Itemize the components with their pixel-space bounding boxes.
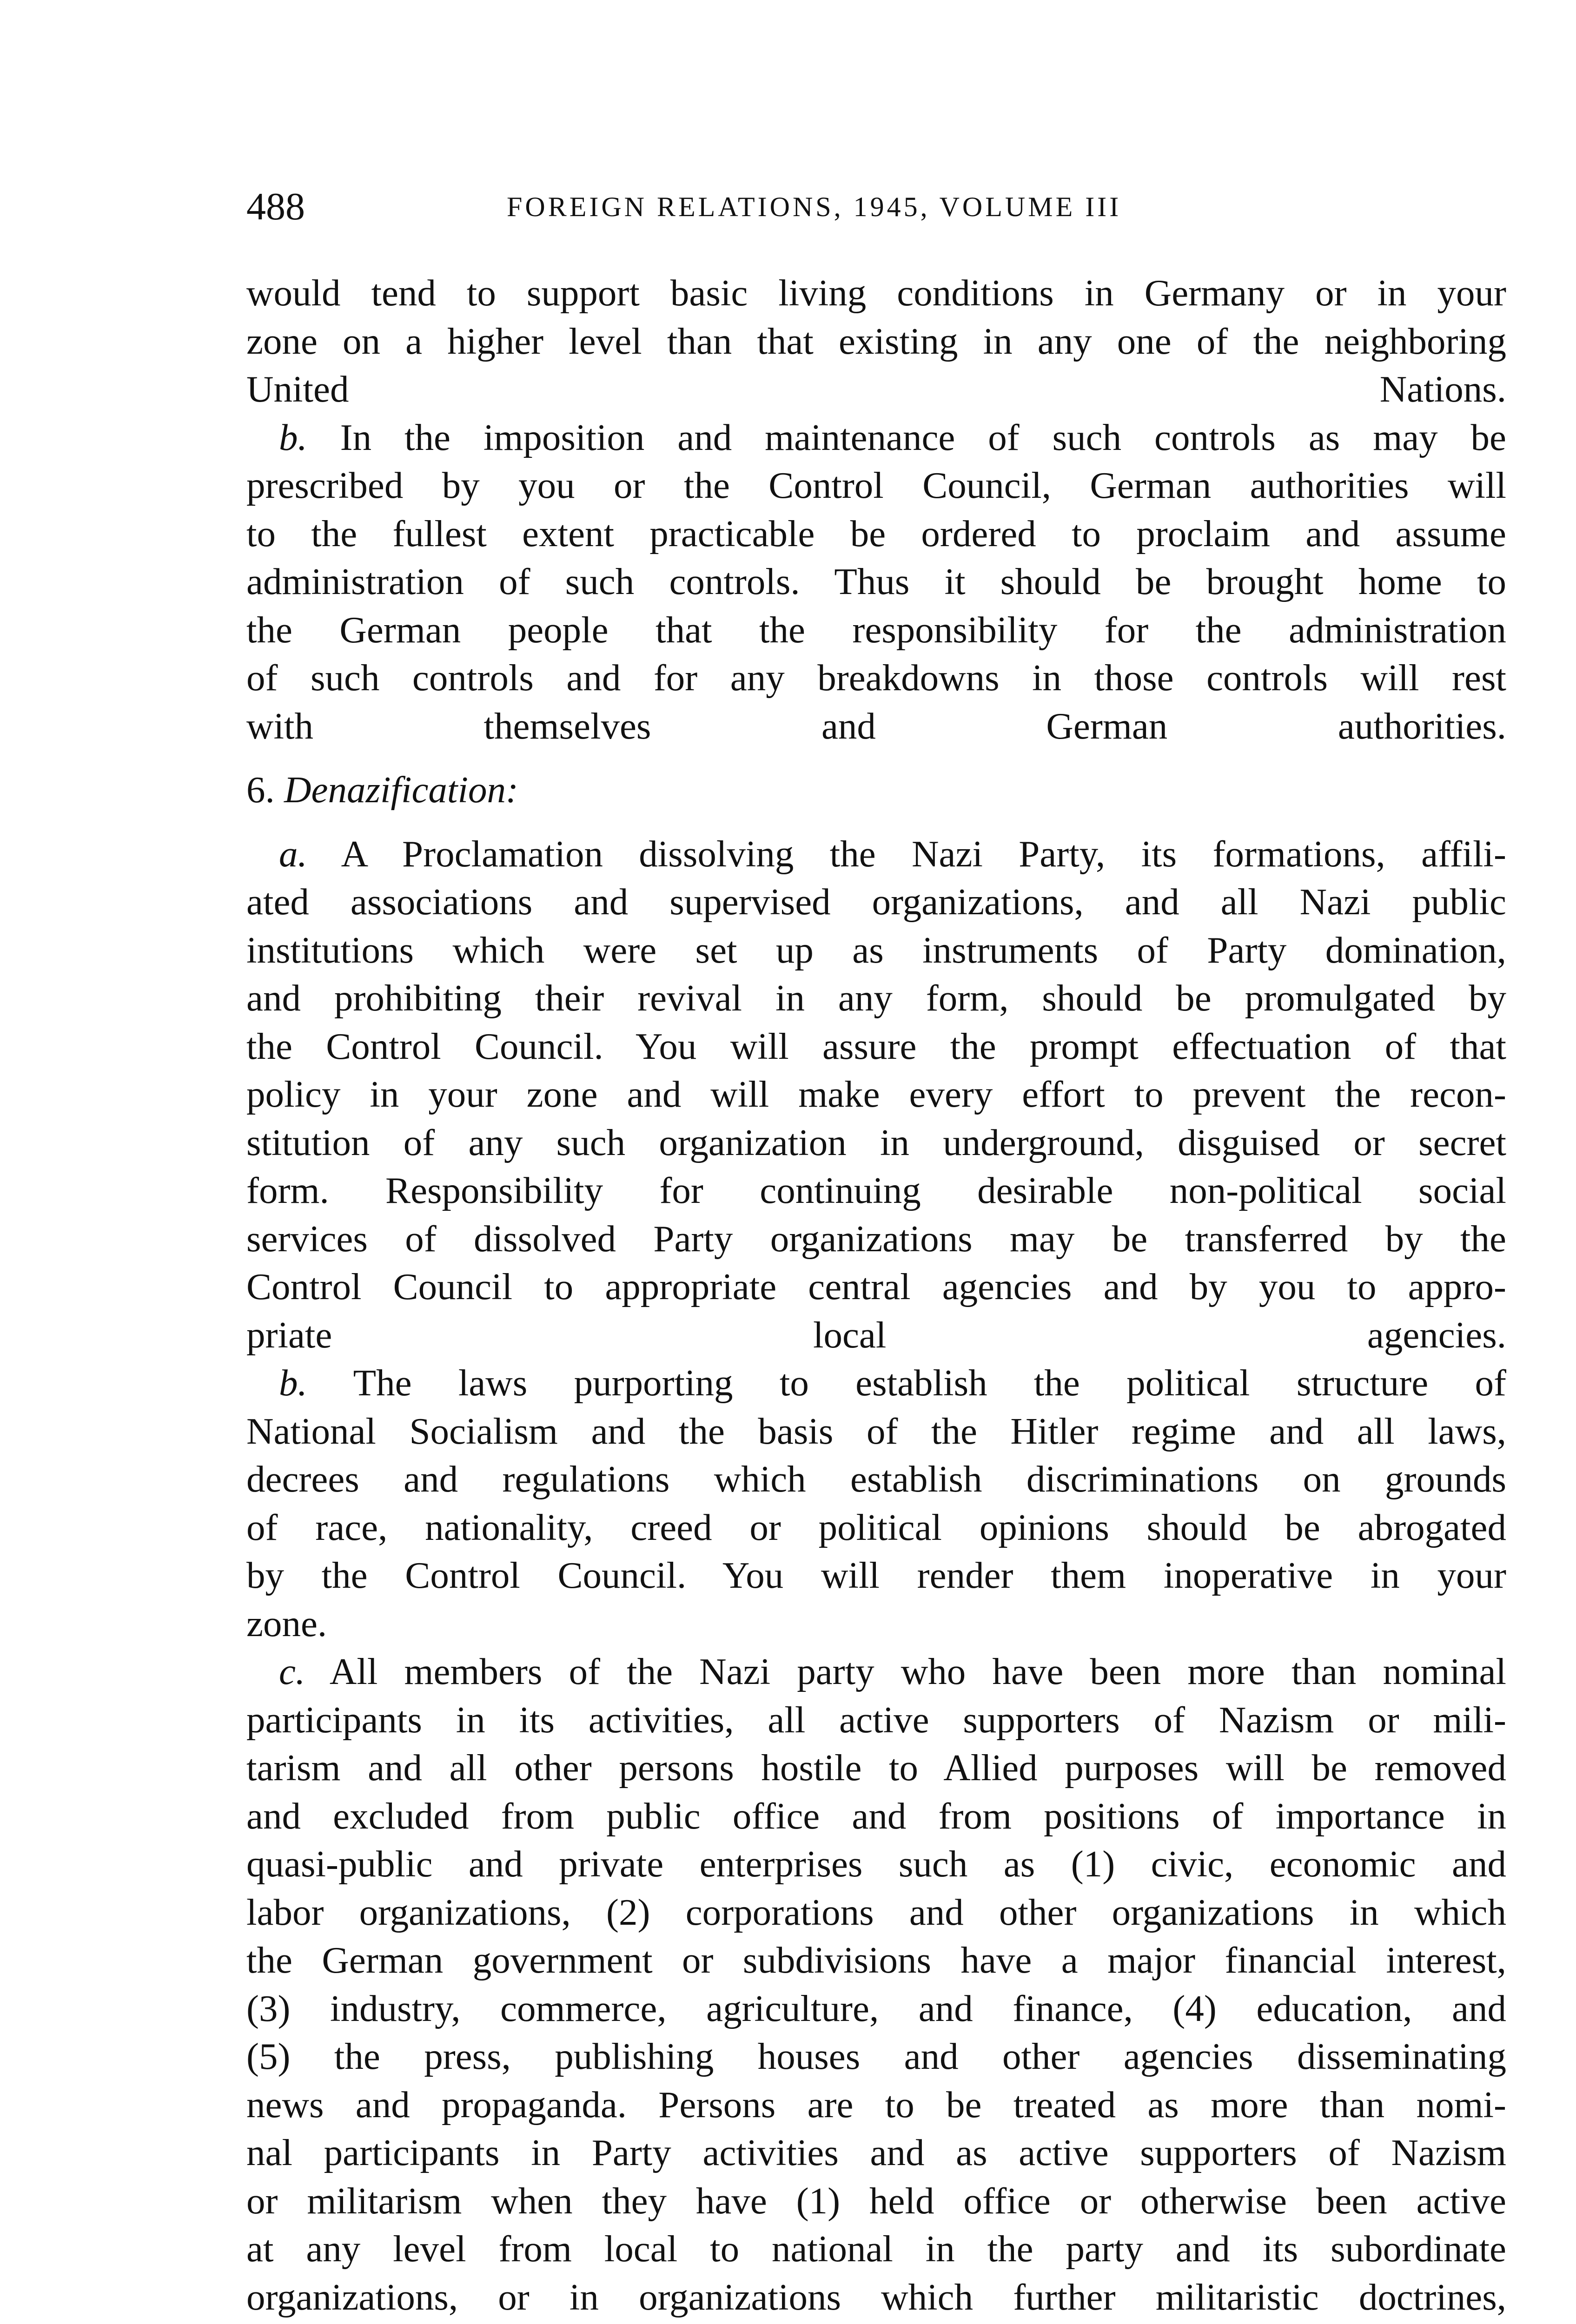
text-line: to the fullest extent practicable be ordered to proclaim and assume bbox=[246, 512, 1506, 555]
text-line: would tend to support basic living conditions in Germany or in your bbox=[246, 272, 1506, 314]
text-line: the Control Council. You will assure the prompt effectuation of that bbox=[246, 1025, 1506, 1067]
text-line: prescribed by you or the Control Council, German authorities will bbox=[246, 464, 1506, 506]
text-line: quasi-public and private enterprises such as (1) civic, economic and bbox=[246, 1843, 1506, 1885]
text-line: b. In the imposition and maintenance of such controls as may be bbox=[279, 416, 1506, 458]
text-line: and excluded from public office and from positions of importance in bbox=[246, 1795, 1506, 1837]
page-number: 488 bbox=[246, 185, 305, 228]
text-line: United Nations. bbox=[246, 368, 1506, 410]
text-line: decrees and regulations which establish discriminations on grounds bbox=[246, 1458, 1506, 1500]
text-line: National Socialism and the basis of the Hitler regime and all laws, bbox=[246, 1410, 1506, 1452]
running-title: FOREIGN RELATIONS, 1945, VOLUME III bbox=[507, 191, 1122, 222]
text-line: a. A Proclamation dissolving the Nazi Party, its formations, affili- bbox=[279, 832, 1507, 875]
paragraph-intro bbox=[246, 269, 1506, 414]
text-line: zone. bbox=[246, 1602, 327, 1644]
text-line: labor organizations, (2) corporations and other organizations in which bbox=[246, 1891, 1506, 1933]
text-line: participants in its activities, all active supporters of Nazism or mili- bbox=[246, 1698, 1506, 1741]
item-label: b. bbox=[279, 416, 307, 458]
spacer bbox=[246, 750, 1506, 766]
text-line bbox=[246, 2321, 1506, 2324]
text-line: Control Council to appropriate central agencies and by you to appro- bbox=[246, 1266, 1506, 1307]
text-line: or militarism when they have (1) held office or otherwise been active bbox=[246, 2179, 1506, 2222]
paragraph-b-laws bbox=[246, 1359, 1506, 1648]
text-line: b. The laws purporting to establish the political structure of bbox=[279, 1362, 1507, 1404]
text-line: (5) the press, publishing houses and other agencies disseminating bbox=[246, 2035, 1506, 2077]
item-label: c. bbox=[279, 1651, 305, 1692]
section-number: 6. bbox=[246, 769, 275, 811]
running-head bbox=[246, 179, 1506, 235]
text-line: organizations, or in organizations which further militaristic doctrines, bbox=[246, 2276, 1506, 2318]
paragraph-b-controls bbox=[246, 414, 1506, 751]
paragraph-c-members bbox=[246, 1648, 1506, 2324]
text-line: the German people that the responsibility for the administration bbox=[246, 608, 1506, 651]
text-line: of race, nationality, creed or political opinions should be abrogated bbox=[246, 1506, 1506, 1548]
text-line: and prohibiting their revival in any form, should be promulgated by bbox=[246, 977, 1506, 1019]
text-line: stitution of any such organization in underground, disguised or secret bbox=[246, 1121, 1506, 1163]
section-title: Denazification: bbox=[284, 769, 518, 811]
text-line: news and propaganda. Persons are to be treated as more than nomi- bbox=[246, 2083, 1506, 2126]
item-label: a. bbox=[279, 832, 307, 875]
paragraph-a-proclamation bbox=[246, 830, 1506, 1360]
item-label: b. bbox=[279, 1362, 307, 1404]
text-line: form. Responsibility for continuing desirable non-political social bbox=[246, 1169, 1506, 1211]
text-line: zone on a higher level than that existing in any one of the neighboring bbox=[246, 320, 1506, 362]
spacer bbox=[246, 814, 1506, 830]
text-line: (3) industry, commerce, agriculture, and finance, (4) education, and bbox=[246, 1987, 1506, 2029]
text-line: ated associations and supervised organizations, and all Nazi public bbox=[246, 881, 1506, 923]
section-heading bbox=[246, 766, 1506, 814]
text-line: the German government or subdivisions have a major financial interest, bbox=[246, 1939, 1506, 1981]
document-page bbox=[246, 179, 1506, 2324]
text-line: nal participants in Party activities and as active supporters of Nazism bbox=[246, 2132, 1506, 2173]
text-line: administration of such controls. Thus it should be brought home to bbox=[246, 561, 1506, 602]
text-line: of such controls and for any breakdowns in those controls will rest bbox=[246, 657, 1506, 699]
text-line: at any level from local to national in the party and its subordinate bbox=[246, 2228, 1506, 2270]
text-line: institutions which were set up as instruments of Party domination, bbox=[246, 929, 1506, 971]
text-line: by the Control Council. You will render them inoperative in your bbox=[246, 1554, 1506, 1596]
text-line: policy in your zone and will make every effort to prevent the recon- bbox=[246, 1073, 1506, 1115]
text-line: with themselves and German authorities. bbox=[246, 705, 1506, 747]
text-line: c. All members of the Nazi party who have been more than nominal bbox=[279, 1651, 1507, 1692]
text-line: priate local agencies. bbox=[246, 1314, 1506, 1356]
text-line: services of dissolved Party organizations may be transferred by the bbox=[246, 1217, 1506, 1260]
text-line: tarism and all other persons hostile to Allied purposes will be removed bbox=[246, 1747, 1506, 1789]
